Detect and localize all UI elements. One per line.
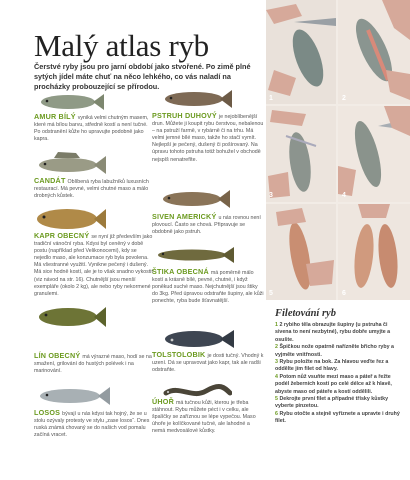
fish-description: má poměrně málo kostí a krásně bílé, pevné, chutné, i když poněkud suché maso. Nejchutnější jsou štiky do 3kg. Před úpravou odstraňte šupiny, ale kůži ponechte, ryba bude šťavnatější. xyxy=(152,270,264,305)
filleting-step xyxy=(275,322,401,344)
step-text: Špičkou nože opatrně nařízněte břicho ryby a vyjměte vnitřnosti. xyxy=(275,344,394,358)
step-number: 5 xyxy=(269,290,273,297)
step-number: 4 xyxy=(275,373,278,380)
fish-image-siven xyxy=(160,188,230,210)
photo-step-3 xyxy=(266,106,336,202)
filleting-step xyxy=(275,344,401,359)
fish-description: vyniká velmi chutným masem, které má bílou barvu, středně kostí a není tučné. Po odstranění kůže ho upravujte podobně jako kapra. xyxy=(34,115,149,143)
step-number: 3 xyxy=(275,359,278,366)
photo-step-6 xyxy=(338,204,410,300)
fish-entry-pstruh xyxy=(152,112,264,164)
fish-name: ŠTIKA OBECNÁ xyxy=(152,267,209,276)
fish-entry-siven xyxy=(152,213,264,236)
photo-step-1 xyxy=(266,0,336,104)
fish-entry-tolstolobik xyxy=(152,351,264,374)
step-number: 4 xyxy=(342,192,346,199)
fish-name: LÍN OBECNÝ xyxy=(34,351,81,360)
step-number: 2 xyxy=(275,344,278,351)
photo-step-5 xyxy=(266,204,336,300)
fish-entry-kapr xyxy=(34,232,154,298)
fish-description: je dosti tučný. Vhodný k uzení. Dá se upravovat jako kapr, tak ale radši odstraňte. xyxy=(152,353,264,374)
filleting-photos xyxy=(266,0,410,300)
fish-entry-uhor xyxy=(152,398,264,435)
step-number: 6 xyxy=(275,410,278,417)
step-number: 6 xyxy=(342,290,346,297)
page-title: Malý atlas ryb xyxy=(34,28,209,63)
fish-entry-stika xyxy=(152,268,264,305)
intro-text: Čerstvé ryby jsou pro jarní období jako stvořené. Po zimě plné sytých jídel máte chuť na něco lehkého, co vás naladí na procházky probouzející se přírodou. xyxy=(34,62,251,92)
step-number: 1 xyxy=(269,95,273,102)
filleting-step xyxy=(275,374,401,396)
fish-name: KAPR OBECNÝ xyxy=(34,231,90,240)
photo-step-4 xyxy=(338,106,410,202)
fish-image-candat xyxy=(36,152,106,176)
fish-entry-candat xyxy=(34,177,154,200)
fish-name: SIVEN AMERICKÝ xyxy=(152,212,217,221)
fish-entry-lin xyxy=(34,352,154,375)
fish-entry-losos xyxy=(34,409,154,439)
fish-description: Oblíbená ryba labužníků luxusních restaurací. Má pevné, velmi chutné maso a málo drobných kůstek. xyxy=(34,179,149,200)
step-text: 2 rybiho těla obrazujte šupiny (u pstruha či sivena to není nezbytné), rybu dobře umyjte a osušte. xyxy=(275,322,391,343)
fish-description: se nyní již především jako tradiční vánoční ryba. Kdysi byl ceněný v době postu (například před Velikonocemi), kdy se nejedlo maso, ale konzumace ryb byla povolena. Má všestranné využití. Vynikne pečený i dušený. Má sice hodně kostí, ale je to však snadno vykostit (viz návod na str. 16). Chutnější jsou menší exempláře (okolo 2 kg), ale nebo ryby nekormené granulemi. xyxy=(34,234,153,297)
fish-description: má výrazné maso, hodí se na smažení, grilování do hustých polévek i na marinování. xyxy=(34,354,152,375)
fish-image-losos xyxy=(38,385,110,407)
fish-image-amur xyxy=(38,92,104,112)
fish-name: PSTRUH DUHOVÝ xyxy=(152,111,217,120)
fish-description: u nás rovnou není plovoucí. Často se chová. Připravuje se obdobně jako pstruh. xyxy=(152,215,261,236)
fish-image-lin xyxy=(36,304,106,330)
step-text: Dekrojte první filet a případné třísky kůstky vyberte pinzetou. xyxy=(275,396,389,410)
fish-name: AMUR BÍLÝ xyxy=(34,112,76,121)
fish-name: CANDÁT xyxy=(34,176,66,185)
fish-name: ÚHOŘ xyxy=(152,397,174,406)
step-text: Potom nůž vsuňte mezi maso a páteř a řežte podél žeberních kostí po celé délce až k hlavě, abyste maso od páteře a kostí oddělili. xyxy=(275,373,392,395)
fish-name: TOLSTOLOBIK xyxy=(152,350,206,359)
filleting-title: Filetování ryb xyxy=(275,308,336,319)
step-text: Rybu otočte a stejně vyříznete a upravte i druhý filet. xyxy=(275,410,400,425)
step-number: 2 xyxy=(342,95,346,102)
step-number: 5 xyxy=(275,396,278,403)
photo-step-2 xyxy=(338,0,410,104)
filleting-step xyxy=(275,396,401,411)
filleting-step xyxy=(275,411,401,426)
fish-description: má tučnou kůži, kterou je třeba stáhnout. Rybu můžete péct i v celku, ale špalíčky se zaříznou se lépe vypečou. Maso úhoře je kolíčkované tučné, ale lahodné a nemá medvosálové kůstky. xyxy=(152,400,256,435)
filleting-step xyxy=(275,359,401,374)
fish-description: bývají u nás kdysi tak hojný, že se u stolu ozývaly protesty ve stylu „zase losos“. Dnes ruská známá chovaný se do našich vod pomalu začíná vracet. xyxy=(34,411,150,439)
fish-name: LOSOS xyxy=(34,408,61,417)
fish-image-stika xyxy=(156,245,234,265)
fish-description: je nejoblíbenější drun. Můžete ji koupit rybu čerstvou, nebalenou – na pstruží farmě, v rybárně či na trhu. Má velmi jemné bílé maso, takže ho stačí vymít. Nejlepší je pečený, dušený či pošírovaný. Na úpravu tohoto pstruha totiž bohužel v obchodě nejspíš nenatrefíte. xyxy=(152,114,264,163)
fish-entry-amur xyxy=(34,113,154,143)
step-number: 1 xyxy=(275,322,278,328)
step-number: 3 xyxy=(269,192,273,199)
fish-image-pstruh xyxy=(162,88,232,110)
step-text: Rybu položte na bok. Za hlavou veďte řez a oddělte jím filet od hlavy. xyxy=(275,359,389,373)
filleting-steps xyxy=(275,322,401,426)
fish-image-kapr xyxy=(34,205,106,231)
fish-image-tolstolobik xyxy=(162,327,234,351)
